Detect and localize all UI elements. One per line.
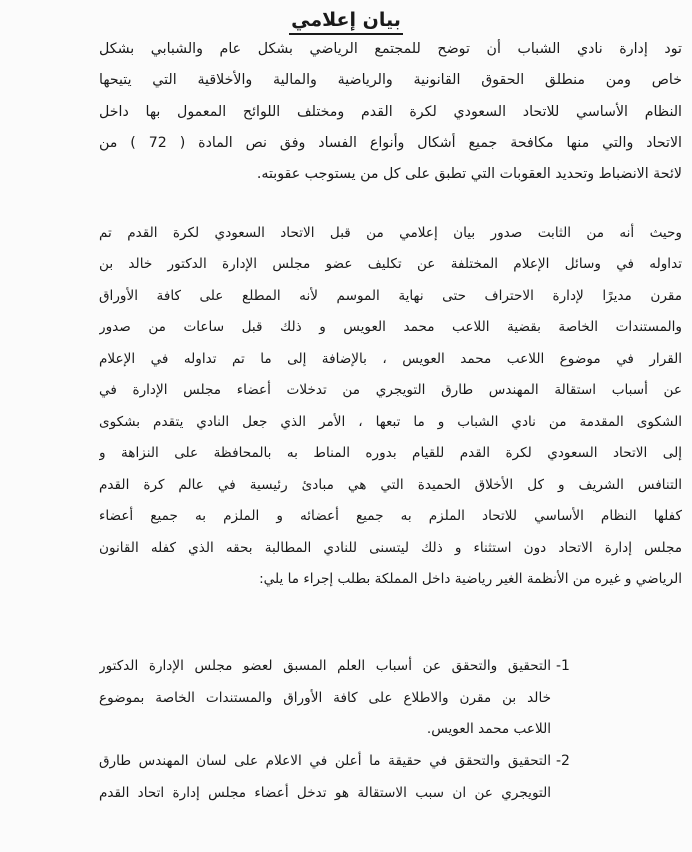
paragraph-line: مجلس إدارة الاتحاد دون استثناء و ذلك ليتسنى للنادي المطالبة بحقه الذي كفله القانون — [99, 540, 682, 556]
document-title-text: بيان إعلامي — [289, 8, 403, 35]
paragraph-line: التنافس الشريف و كل الأخلاق الحميدة التي هي مبادئ رئيسية في عالم كرة القدم — [99, 477, 682, 493]
paragraph-line: القرار في موضوع اللاعب محمد العويس ، بالإضافة إلى ما تم تداوله في الإعلام — [99, 351, 682, 367]
item-line: التحقيق والتحقق في حقيقة ما أعلن في الاعلام على لسان المهندس طارق — [99, 753, 551, 769]
item-line: التويجري عن ان سبب الاستقالة هو تدخل أعضاء مجلس إدارة اتحاد القدم — [99, 785, 551, 801]
paragraph-line: الشكوى المقدمة من نادي الشباب و ما تبعها ، الأمر الذي جعل النادي يتقدم بشكوى — [99, 414, 682, 430]
paragraph-line: عن أسباب استقالة المهندس طارق التويجري من تدخلات أعضاء مجلس الإدارة في — [99, 382, 682, 398]
paragraph-line: الرياضي و غيره من الأنظمة الغير رياضية داخل المملكة بطلب إجراء ما يلي: — [259, 571, 682, 587]
item-line: خالد بن مقرن والاطلاع على كافة الأوراق والمستندات الخاصة بموضوع — [99, 690, 551, 706]
paragraph-line: تداوله في وسائل الإعلام المختلفة عن تكليف عضو مجلس الإدارة الدكتور خالد بن — [99, 256, 682, 272]
paragraph-line: لائحة الانضباط وتحديد العقوبات التي تطبق على كل من يستوجب عقوبته. — [256, 166, 682, 182]
item-number: -2 — [556, 753, 570, 769]
paragraph-line: والمستندات الخاصة بقضية اللاعب محمد العويس و ذلك قبل ساعات من صدور — [99, 319, 682, 335]
item-number: -1 — [556, 658, 570, 674]
paragraph-line: الاتحاد والتي منها مكافحة جميع أشكال وأنواع الفساد وفق نص المادة ( 72 ) من — [99, 135, 682, 151]
paragraph-line: تود إدارة نادي الشباب أن توضح للمجتمع الرياضي بشكل عام والشبابي بشكل — [99, 41, 682, 57]
paragraph-line: وحيث أنه من الثابت صدور بيان إعلامي من قبل الاتحاد السعودي لكرة القدم تم — [99, 225, 682, 241]
item-line: التحقيق والتحقق عن أسباب العلم المسبق لعضو مجلس الإدارة الدكتور — [99, 658, 551, 674]
paragraph-line: النظام الأساسي للاتحاد السعودي لكرة القدم ومختلف اللوائح المعمول بها داخل — [99, 104, 682, 120]
paragraph-line: مقرن مديرًا لإدارة الاحتراف حتى نهاية الموسم لأنه المطلع على كافة الأوراق — [99, 288, 682, 304]
item-line: اللاعب محمد العويس. — [426, 721, 551, 737]
paragraph-line: خاص ومن منطلق الحقوق القانونية والرياضية والمالية والأخلاقية التي يتيحها — [99, 72, 682, 88]
paragraph-line: إلى الاتحاد السعودي لكرة القدم للقيام بدوره المناط به بالمحافظة على النزاهة و — [99, 445, 682, 461]
paragraph-line: كفلها النظام الأساسي للاتحاد الملزم به جميع أعضائه و الملزم به جميع أعضاء — [99, 508, 682, 524]
